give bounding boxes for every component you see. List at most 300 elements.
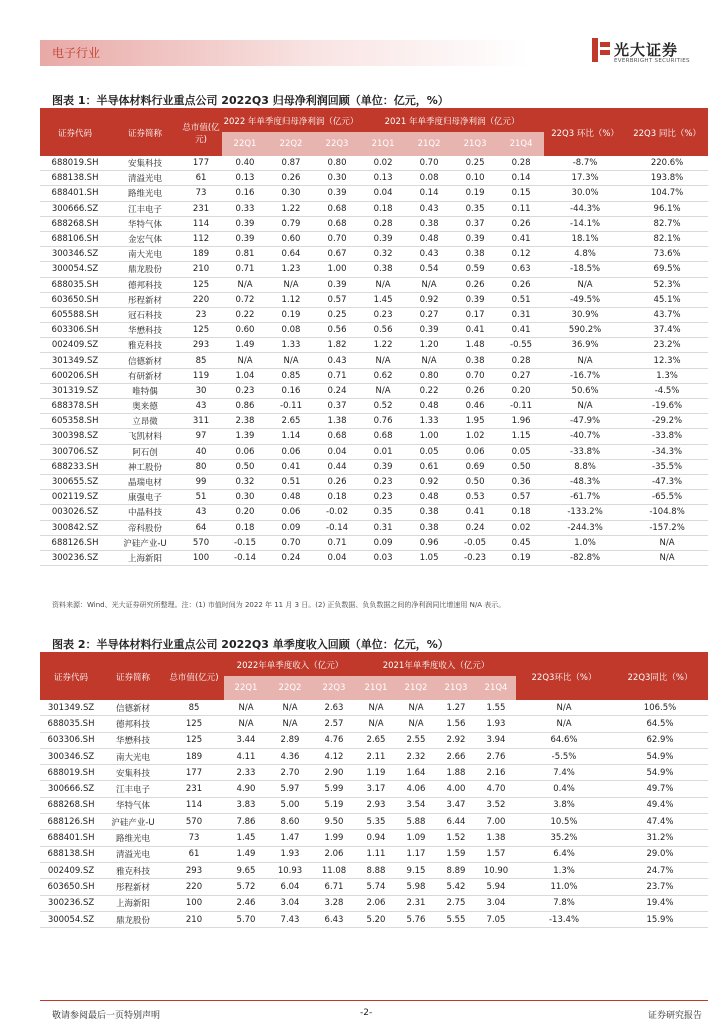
table-cell: -8.7% [544, 156, 626, 171]
table-row [40, 520, 708, 535]
table-cell: 300842.SZ [40, 520, 110, 535]
table-cell: 12.3% [626, 353, 708, 368]
table-cell: 0.56 [314, 323, 360, 338]
table-cell: 1.12 [268, 292, 314, 307]
table-cell: 603306.SH [40, 323, 110, 338]
table-cell: 603650.SH [40, 292, 110, 307]
table-cell: 0.86 [222, 399, 268, 414]
table-cell: 0.26 [498, 277, 544, 292]
table-cell: N/A [516, 716, 612, 732]
table-row [40, 748, 708, 764]
table-cell: 1.56 [436, 716, 476, 732]
table-cell: 0.40 [222, 156, 268, 171]
table-cell: 9.65 [224, 862, 268, 878]
table-cell: 300054.SZ [40, 262, 110, 277]
table-row [40, 383, 708, 398]
table-cell: 0.15 [498, 186, 544, 201]
col-group-2022: 2022 年单季度归母净利润（亿元） [222, 110, 360, 132]
table-cell: 11.08 [312, 862, 356, 878]
table-cell: 0.68 [360, 429, 406, 444]
table-cell: 64.5% [612, 716, 708, 732]
table-cell: 0.06 [222, 444, 268, 459]
table-cell: 0.20 [498, 383, 544, 398]
table-cell: -49.5% [544, 292, 626, 307]
table-cell: -18.5% [544, 262, 626, 277]
table-cell: N/A [396, 716, 436, 732]
table-cell: 8.89 [436, 862, 476, 878]
table-row [40, 830, 708, 846]
table-cell: -29.2% [626, 414, 708, 429]
table-cell: 3.8% [516, 797, 612, 813]
table-cell: 0.06 [268, 444, 314, 459]
table-cell: 31.2% [612, 830, 708, 846]
table-cell: -33.8% [626, 429, 708, 444]
table-cell: 2.66 [436, 748, 476, 764]
table-row [40, 368, 708, 383]
brand-logo [592, 36, 712, 72]
table-cell: 安集科技 [110, 156, 180, 171]
table-cell: 0.50 [222, 459, 268, 474]
table-cell: 阿石创 [110, 444, 180, 459]
table-cell: N/A [626, 535, 708, 550]
table-cell: 江丰电子 [110, 201, 180, 216]
table-cell: 2.63 [312, 700, 356, 716]
table-cell: 0.39 [452, 292, 498, 307]
table-cell: 688401.SH [40, 830, 102, 846]
table-cell: 8.60 [268, 814, 312, 830]
table-cell: 23.7% [612, 879, 708, 895]
table-cell: 301319.SZ [40, 383, 110, 398]
col-22q1: 22Q1 [224, 676, 268, 700]
col-yoy: 22Q3 同比（%） [626, 110, 708, 156]
table-cell: 0.39 [222, 231, 268, 246]
table-cell: 688106.SH [40, 231, 110, 246]
table-cell: -40.7% [544, 429, 626, 444]
table-cell: 1.48 [452, 338, 498, 353]
table-cell: 南大光电 [110, 247, 180, 262]
table-cell: 0.10 [452, 171, 498, 186]
col-21q2: 21Q2 [396, 676, 436, 700]
table-cell: 7.05 [476, 911, 516, 927]
net-profit-table [40, 110, 708, 566]
table-cell: 0.44 [314, 459, 360, 474]
table-cell: 4.11 [224, 748, 268, 764]
table-cell: -0.11 [268, 399, 314, 414]
table-cell: 0.71 [314, 368, 360, 383]
table-cell: 中晶科技 [110, 505, 180, 520]
table-cell: -44.3% [544, 201, 626, 216]
table-row [40, 156, 708, 171]
table-cell: 62.9% [612, 732, 708, 748]
table-cell: 80 [180, 459, 222, 474]
table-cell: 688035.SH [40, 716, 102, 732]
table-cell: 上海新阳 [110, 550, 180, 565]
table-cell: 600206.SH [40, 368, 110, 383]
table-cell: 570 [164, 814, 224, 830]
table-cell: 0.39 [406, 323, 452, 338]
table-cell: 1.96 [498, 414, 544, 429]
table-cell: 0.39 [452, 231, 498, 246]
table-cell: N/A [360, 383, 406, 398]
table-cell: 0.35 [360, 505, 406, 520]
table-cell: 0.30 [268, 186, 314, 201]
table-row [40, 307, 708, 322]
table-cell: N/A [406, 353, 452, 368]
col-mcap: 总市值(亿元) [180, 110, 222, 156]
table-cell: 鼎龙股份 [102, 911, 164, 927]
table-cell: N/A [356, 700, 396, 716]
table-cell: -0.11 [498, 399, 544, 414]
col-22q2: 22Q2 [268, 132, 314, 156]
table-cell: 1.00 [314, 262, 360, 277]
col-21q3: 21Q3 [452, 132, 498, 156]
table-cell: N/A [544, 399, 626, 414]
table-row [40, 797, 708, 813]
table-cell: 1.45 [224, 830, 268, 846]
table-cell: 3.47 [436, 797, 476, 813]
table-cell: 4.12 [312, 748, 356, 764]
table-cell: 231 [180, 201, 222, 216]
table-cell: 0.16 [222, 186, 268, 201]
table-cell: 2.11 [356, 748, 396, 764]
table-cell: 293 [180, 338, 222, 353]
table-cell: 210 [180, 262, 222, 277]
table-cell: 0.38 [452, 353, 498, 368]
table-cell: 7.8% [516, 895, 612, 911]
table-cell: 1.57 [476, 846, 516, 862]
table-cell: -16.7% [544, 368, 626, 383]
table-cell: 鼎龙股份 [110, 262, 180, 277]
table-cell: 0.39 [314, 186, 360, 201]
table-cell: 100 [180, 550, 222, 565]
col-group-2022: 2022年单季度收入（亿元） [224, 654, 356, 676]
table-cell: 11.0% [516, 879, 612, 895]
table-cell: 106.5% [612, 700, 708, 716]
table-cell: 0.38 [360, 262, 406, 277]
table-cell: 立昂微 [110, 414, 180, 429]
table-cell: N/A [544, 353, 626, 368]
table-cell: 605588.SH [40, 307, 110, 322]
table-cell: 神工股份 [110, 459, 180, 474]
table-cell: 0.19 [498, 550, 544, 565]
table-cell: 0.85 [268, 368, 314, 383]
table-cell: 2.65 [356, 732, 396, 748]
table-cell: 0.71 [222, 262, 268, 277]
table-cell: 73.6% [626, 247, 708, 262]
table-cell: 6.44 [436, 814, 476, 830]
table-cell: 2.75 [436, 895, 476, 911]
table-cell: N/A [356, 716, 396, 732]
table-cell: 300655.SZ [40, 474, 110, 489]
table-cell: 0.51 [268, 474, 314, 489]
table-cell: 德邦科技 [102, 716, 164, 732]
table-cell: 华特气体 [110, 216, 180, 231]
table-row [40, 879, 708, 895]
table-cell: 3.04 [268, 895, 312, 911]
table-cell: 3.54 [396, 797, 436, 813]
table-cell: 彤程新材 [110, 292, 180, 307]
table-row [40, 550, 708, 565]
table-cell: 99 [180, 474, 222, 489]
table-cell: 0.28 [498, 156, 544, 171]
table-cell: 2.32 [396, 748, 436, 764]
table-cell: 0.04 [314, 550, 360, 565]
table-cell: 0.68 [314, 216, 360, 231]
table-cell: -157.2% [626, 520, 708, 535]
table-cell: 0.43 [406, 201, 452, 216]
table-cell: 0.41 [268, 459, 314, 474]
table-cell: 5.72 [224, 879, 268, 895]
col-21q1: 21Q1 [356, 676, 396, 700]
page-number: -2- [360, 1008, 373, 1018]
table-cell: 231 [164, 781, 224, 797]
table-cell: -0.05 [452, 535, 498, 550]
table-cell: 2.06 [356, 895, 396, 911]
col-code: 证券代码 [40, 110, 110, 156]
table-cell: N/A [224, 700, 268, 716]
table-cell: 64.6% [516, 732, 612, 748]
table-cell: 0.19 [452, 186, 498, 201]
table-cell: 0.05 [406, 444, 452, 459]
table-cell: 雅克科技 [110, 338, 180, 353]
table-row [40, 535, 708, 550]
table-cell: 18.1% [544, 231, 626, 246]
table-cell: 590.2% [544, 323, 626, 338]
table-cell: 0.67 [314, 247, 360, 262]
table-cell: -0.55 [498, 338, 544, 353]
table-cell: 0.37 [314, 399, 360, 414]
table-cell: 2.57 [312, 716, 356, 732]
table-cell: 0.18 [222, 520, 268, 535]
table-cell: 0.54 [406, 262, 452, 277]
table-cell: -48.3% [544, 474, 626, 489]
table-cell: 17.3% [544, 171, 626, 186]
table-row [40, 201, 708, 216]
table-cell: -14.1% [544, 216, 626, 231]
table-cell: 1.93 [476, 716, 516, 732]
table-cell: 0.14 [406, 186, 452, 201]
table-cell: 7.43 [268, 911, 312, 927]
table-cell: 64 [180, 520, 222, 535]
table-cell: 7.4% [516, 765, 612, 781]
table-cell: 0.59 [452, 262, 498, 277]
table-row [40, 414, 708, 429]
table-row [40, 338, 708, 353]
table-cell: 0.01 [360, 444, 406, 459]
table-cell: 300054.SZ [40, 911, 102, 927]
table-row [40, 474, 708, 489]
table-cell: 125 [164, 716, 224, 732]
table-row [40, 490, 708, 505]
table-cell: 0.09 [360, 535, 406, 550]
brand-logo-icon [592, 38, 610, 62]
table-cell: 7.86 [224, 814, 268, 830]
table-cell: -0.14 [222, 550, 268, 565]
table-cell: 37.4% [626, 323, 708, 338]
table-cell: 15.9% [612, 911, 708, 927]
table-cell: 3.28 [312, 895, 356, 911]
table-cell: 0.19 [268, 307, 314, 322]
table-cell: 50.6% [544, 383, 626, 398]
table-row [40, 353, 708, 368]
table-cell: 0.52 [360, 399, 406, 414]
table-cell: 1.00 [406, 429, 452, 444]
table-cell: 0.32 [222, 474, 268, 489]
table-cell: N/A [222, 353, 268, 368]
table-cell: 0.57 [498, 490, 544, 505]
table-cell: 5.76 [396, 911, 436, 927]
table-cell: 0.37 [452, 216, 498, 231]
table-cell: N/A [268, 353, 314, 368]
table-cell: 0.24 [314, 383, 360, 398]
table-cell: 3.04 [476, 895, 516, 911]
table-cell: 0.04 [360, 186, 406, 201]
table-cell: 0.38 [452, 247, 498, 262]
table-cell: 安集科技 [102, 765, 164, 781]
table-cell: 0.41 [498, 231, 544, 246]
table-cell: 0.36 [498, 474, 544, 489]
table-cell: 0.80 [314, 156, 360, 171]
table-cell: 10.93 [268, 862, 312, 878]
table-cell: 6.4% [516, 846, 612, 862]
table-cell: -244.3% [544, 520, 626, 535]
table-cell: 5.55 [436, 911, 476, 927]
table-cell: 0.38 [406, 505, 452, 520]
table-cell: 0.24 [268, 550, 314, 565]
table-cell: 8.88 [356, 862, 396, 878]
table-cell: N/A [222, 277, 268, 292]
table-cell: 2.31 [396, 895, 436, 911]
table-cell: N/A [360, 277, 406, 292]
col-yoy: 22Q3同比（%） [612, 654, 708, 700]
table-cell: 9.15 [396, 862, 436, 878]
table-cell: 100 [164, 895, 224, 911]
table-cell: 1.3% [516, 862, 612, 878]
table-cell: 4.00 [436, 781, 476, 797]
table-cell: 0.43 [314, 353, 360, 368]
table-cell: 1.22 [360, 338, 406, 353]
table-cell: N/A [406, 277, 452, 292]
table-row [40, 399, 708, 414]
table-cell: -19.6% [626, 399, 708, 414]
table-cell: 冠石科技 [110, 307, 180, 322]
table-row [40, 895, 708, 911]
table-cell: 0.41 [498, 323, 544, 338]
table-cell: 114 [164, 797, 224, 813]
page-footer [40, 1000, 708, 1024]
table-cell: 300346.SZ [40, 748, 102, 764]
table-cell: 0.48 [268, 490, 314, 505]
table-cell: 5.98 [396, 879, 436, 895]
table-cell: 0.63 [498, 262, 544, 277]
table-cell: 125 [180, 323, 222, 338]
table-cell: 1.38 [314, 414, 360, 429]
table-cell: 61 [164, 846, 224, 862]
table-cell: 1.33 [268, 338, 314, 353]
table-cell: 0.18 [498, 505, 544, 520]
table-cell: 3.52 [476, 797, 516, 813]
table-cell: 0.31 [360, 520, 406, 535]
table-cell: 0.32 [360, 247, 406, 262]
table-cell: 华懋科技 [110, 323, 180, 338]
table-cell: 0.20 [222, 505, 268, 520]
table-cell: 0.4% [516, 781, 612, 797]
table-cell: 10.5% [516, 814, 612, 830]
table-cell: -33.8% [544, 444, 626, 459]
table-cell: 30.9% [544, 307, 626, 322]
col-21q4: 21Q4 [476, 676, 516, 700]
table-cell: 002119.SZ [40, 490, 110, 505]
table-cell: N/A [268, 716, 312, 732]
table-cell: 3.17 [356, 781, 396, 797]
table-cell: 688019.SH [40, 156, 110, 171]
table-cell: 82.7% [626, 216, 708, 231]
header-band [40, 40, 530, 66]
table-cell: 0.26 [498, 216, 544, 231]
table-cell: 6.04 [268, 879, 312, 895]
table-row [40, 216, 708, 231]
table-cell: -13.4% [516, 911, 612, 927]
table-cell: 24.7% [612, 862, 708, 878]
table-cell: 688019.SH [40, 765, 102, 781]
table-cell: 0.39 [222, 216, 268, 231]
table-cell: 1.0% [544, 535, 626, 550]
table-cell: 0.39 [314, 277, 360, 292]
table1-note: 资料来源：Wind、光大证券研究所整理。注：(1) 市值时间为 2022 年 11 月 3 日。(2) 正负数据、负负数据之间的净利润同比增速用 N/A 表示。 [52, 601, 506, 609]
table-cell: 5.94 [476, 879, 516, 895]
table-cell: 688378.SH [40, 399, 110, 414]
table-cell: 0.16 [268, 383, 314, 398]
table-cell: 0.35 [452, 201, 498, 216]
table-cell: 4.70 [476, 781, 516, 797]
table-cell: 36.9% [544, 338, 626, 353]
table-cell: 2.90 [312, 765, 356, 781]
table-cell: 3.94 [476, 732, 516, 748]
table-cell: 0.39 [360, 459, 406, 474]
table-cell: 1.49 [224, 846, 268, 862]
col-21q2: 21Q2 [406, 132, 452, 156]
table-cell: 220 [180, 292, 222, 307]
table-cell: 1.47 [268, 830, 312, 846]
table-cell: 1.02 [452, 429, 498, 444]
table-cell: 1.59 [436, 846, 476, 862]
table-cell: -133.2% [544, 505, 626, 520]
table-cell: 0.24 [452, 520, 498, 535]
table-cell: N/A [544, 277, 626, 292]
table-cell: 45.1% [626, 292, 708, 307]
table-cell: 0.31 [498, 307, 544, 322]
table-cell: 0.70 [268, 535, 314, 550]
table-cell: 300666.SZ [40, 201, 110, 216]
table-cell: 96.1% [626, 201, 708, 216]
table-cell: 4.36 [268, 748, 312, 764]
table-row [40, 444, 708, 459]
table-cell: -0.15 [222, 535, 268, 550]
table-cell: 2.89 [268, 732, 312, 748]
table-cell: 0.25 [314, 307, 360, 322]
table-cell: 73 [180, 186, 222, 201]
table-cell: 5.70 [224, 911, 268, 927]
table-cell: 金宏气体 [110, 231, 180, 246]
table-cell: N/A [224, 716, 268, 732]
table-cell: 0.26 [452, 277, 498, 292]
table-row [40, 231, 708, 246]
table-row [40, 911, 708, 927]
table-cell: 0.70 [314, 231, 360, 246]
table-cell: 0.13 [360, 171, 406, 186]
table-cell: 0.27 [406, 307, 452, 322]
table-cell: 6.43 [312, 911, 356, 927]
